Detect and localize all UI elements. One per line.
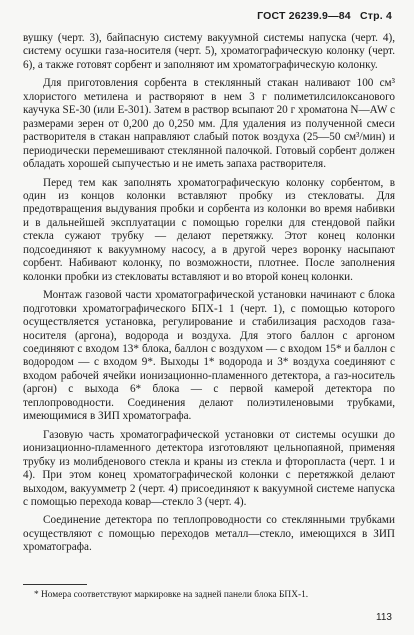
footnote-divider (23, 584, 87, 585)
paragraph-gas-part: Газовую часть хроматографической установки от системы осушки до ионизационно-пламенного детектора изготовляют цельнопаяной, применяя трубку из молибденового стекла и краны из стекла и фторопласта (черт. 1 и 4). При этом конец хроматографической колонки с перетяжкой делают выходом, вакуумметр 2 (черт. 4) присоединяют к вакуумной системе напуска с помощью перехода ковар—стекло 3 (черт. 4). (23, 428, 395, 508)
standard-number: ГОСТ 26239.9—84 (257, 10, 351, 22)
page-number: 113 (376, 612, 392, 623)
page-label: Стр. 4 (359, 10, 392, 22)
paragraph-gas-assembly: Монтаж газовой части хроматографической установки начинают с блока подготовки хроматографического БПХ-1 1 (черт. 1), с помощью которого осуществляется установка, регулирование и стабилизация расходов газа-носителя (аргона), водорода и воздуха. Для этого баллон с аргоном соединяют с входом 13* блока, баллон с воздухом — с входом 15* и баллон с водородом — с входом 9*. Выходы 1* водорода и 3* воздуха соединяют с входом рабочей ячейки ионизационно-пламенного детектора, а газ-носитель (аргон) с выхода 6* блока — с первой камерой детектора по теплопроводности. Соединения делают полиэтиленовыми трубками, имеющимися в ЗИП хроматографа. (23, 289, 395, 423)
paragraph-continuation: вушку (черт. 3), байпасную систему вакуумной системы напуска (черт. 4), систему осушки газа-носителя (черт. 5), хроматографическую колонку (черт. 6), а также готовят сорбент и заполняют им хроматографическую колонку. (23, 32, 395, 71)
paragraph-sorbent-preparation: Для приготовления сорбента в стеклянный стакан наливают 100 см³ хлористого метилена и растворяют в нем 3 г полиметилсилоксанового каучука SE-30 (или Е-301). Затем в раствор всыпают 20 г хроматона N—AW с размерами зерен от 0,200 до 0,250 мм. Для удаления из полученной смеси растворителя в стакан направляют слабый поток воздуха (25—50 см³/мин) и периодически перемешивают стеклянной палочкой. Готовый сорбент должен обладать хорошей сыпучестью и не иметь запаха растворителя. (23, 77, 395, 171)
body-text (23, 32, 395, 560)
page-header (251, 10, 392, 22)
paragraph-column-filling: Перед тем как заполнять хроматографическую колонку сорбентом, в один из концов колонки вставляют пробку из стекловаты. Для предотвращения выдувания пробки и сорбента из колонки во время набивки и в дальнейшей эксплуатации с помощью горелки для стендовой пайки стекла сужают трубку — делают перетяжку. Этот конец колонки подсоединяют к вакуумному насосу, а в другой через воронку насыпают сорбент. Набивают колонку, по возможности, плотнее. После заполнения колонки пробки из стекловаты вставляют и во второй конец колонки. (23, 176, 395, 283)
paragraph-detector-connection: Соединение детектора по теплопроводности со стеклянными трубками осуществляют с помощью переходов металл—стекло, имеющихся в ЗИП хроматографа. (23, 514, 395, 554)
footnote: * Номера соответствуют маркировке на задней панели блока БПХ-1. (34, 590, 309, 600)
